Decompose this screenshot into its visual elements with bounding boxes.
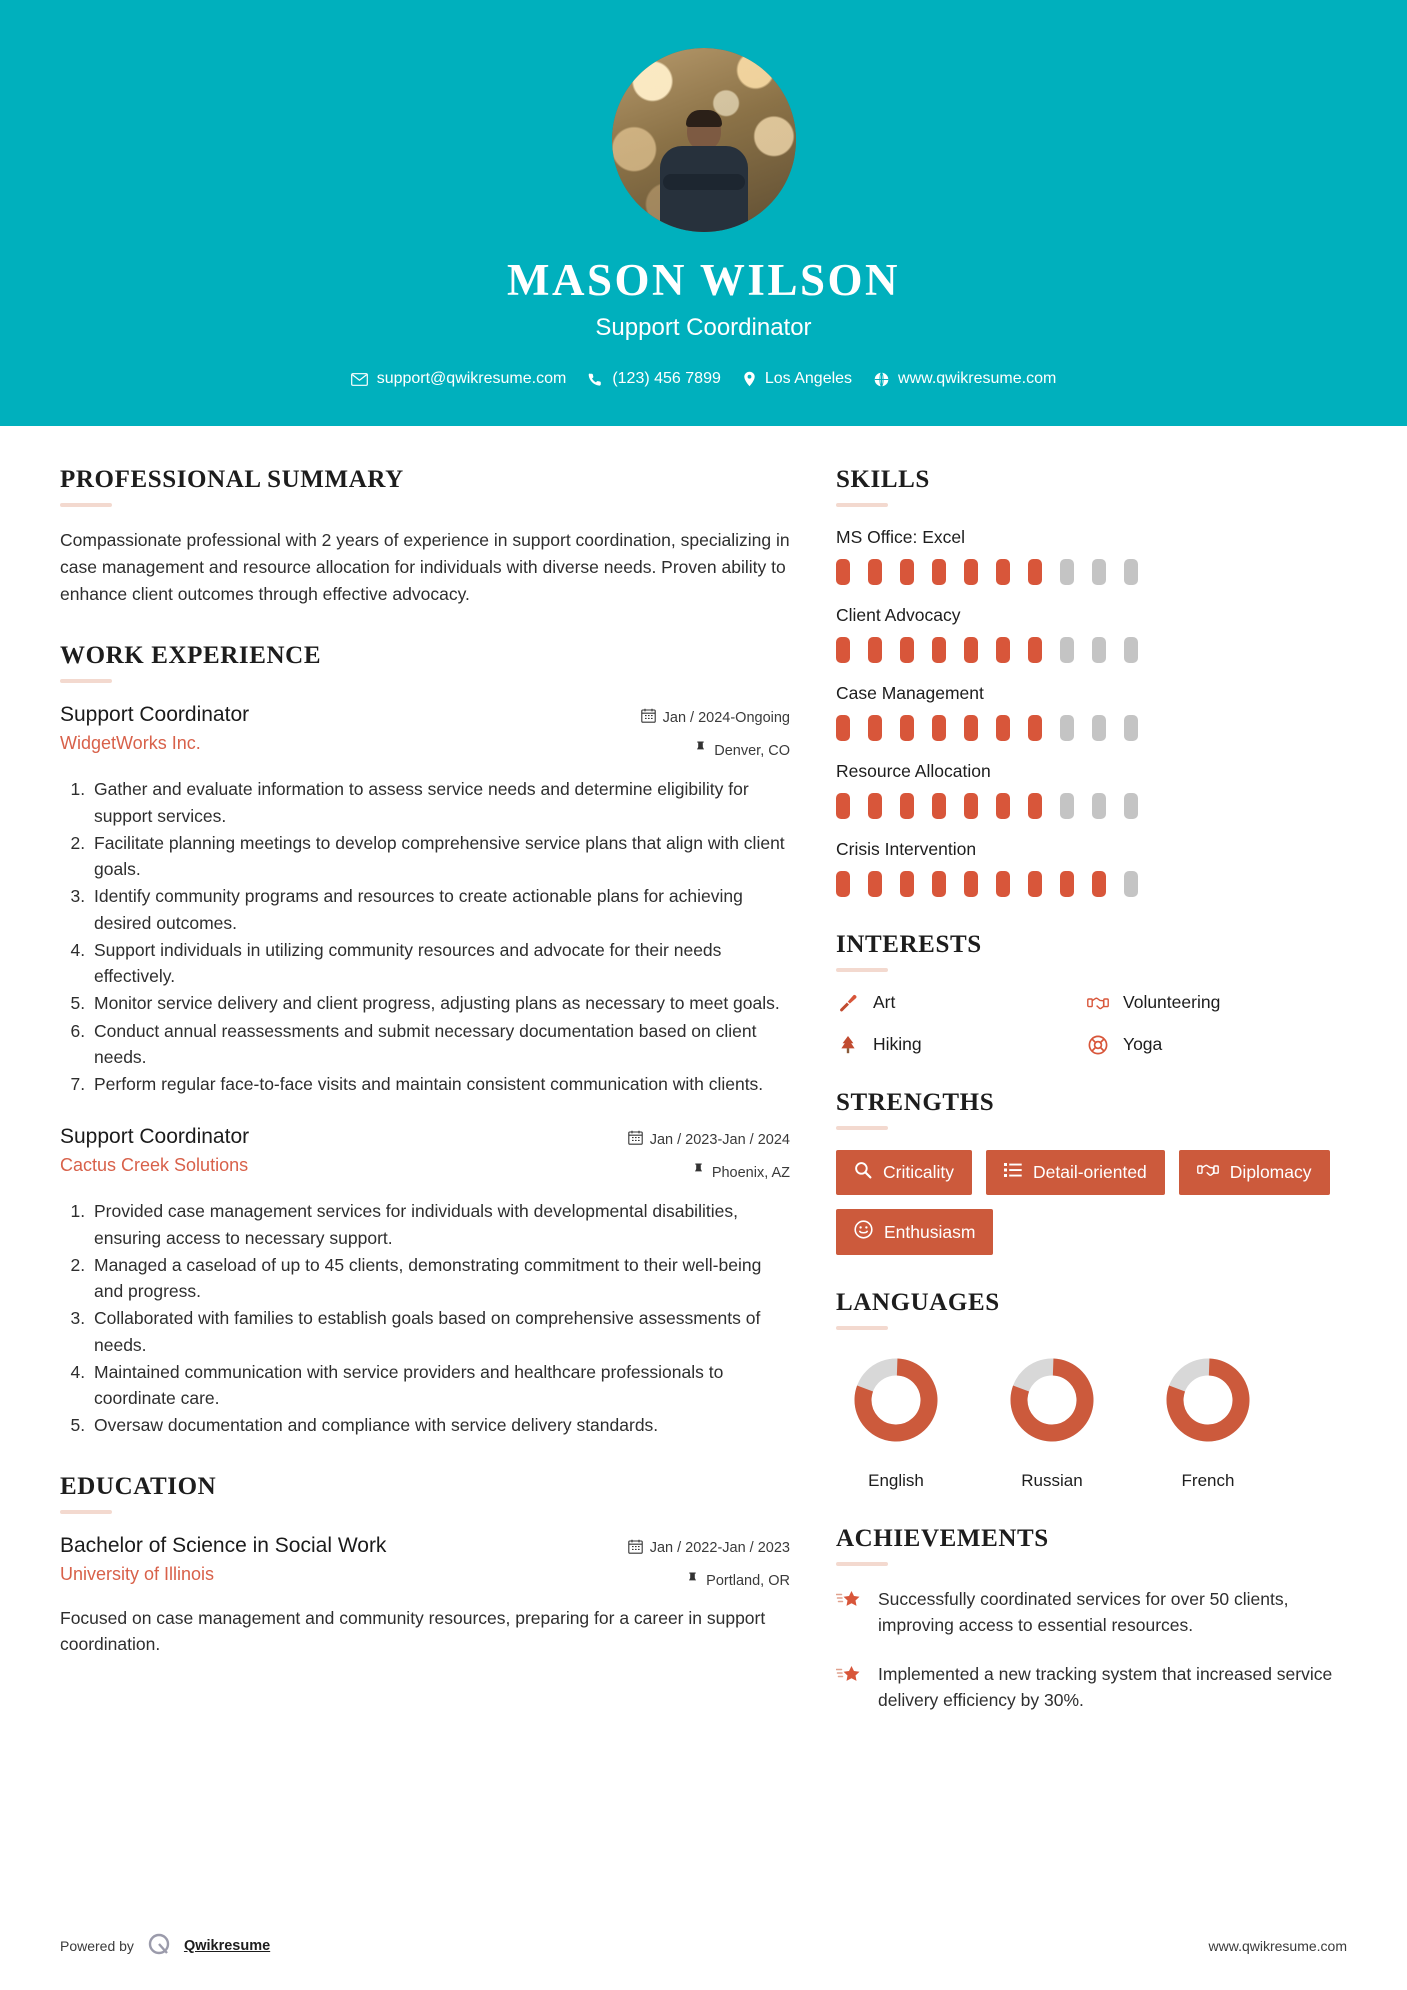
section-title-interests: INTERESTS [836,931,982,958]
section-title-achievements: ACHIEVEMENTS [836,1525,1049,1552]
skill-pip [1092,559,1106,585]
section-title-skills: SKILLS [836,466,930,493]
skill-pip [932,715,946,741]
work-job-title: Support Coordinator [60,703,250,727]
work-entry-meta [628,1125,790,1182]
skill-item [836,605,1336,663]
section-work-experience [60,642,790,1438]
skill-pip [868,793,882,819]
education-dates: Jan / 2022-Jan / 2023 [649,1540,790,1557]
language-item [992,1350,1112,1491]
skill-pip [996,637,1010,663]
handshake-icon [1197,1161,1219,1184]
language-donut-chart [1158,1350,1258,1450]
smiley-icon [854,1220,873,1244]
language-name: English [868,1471,924,1490]
strength-tag[interactable] [986,1150,1165,1195]
section-title-education: EDUCATION [60,1472,217,1500]
language-donut-chart [846,1350,946,1450]
calendar-icon [628,1539,643,1558]
right-column [836,466,1336,1911]
skill-pip [1028,715,1042,741]
qwikresume-logo-icon [146,1931,172,1960]
work-entry-identity [60,1125,249,1176]
work-entry-header [60,1125,790,1182]
skill-pip [996,871,1010,897]
section-divider [60,503,112,507]
skill-pip [1124,559,1138,585]
skill-pip [932,559,946,585]
skill-list [836,527,1336,897]
skill-pip [964,559,978,585]
interest-label: Volunteering [1123,992,1221,1012]
section-achievements [836,1525,1336,1713]
work-company: WidgetWorks Inc. [60,733,201,754]
skill-pip [1092,637,1106,663]
section-interests [836,931,1336,1055]
achievement-list [836,1586,1336,1713]
interest-label: Yoga [1123,1034,1163,1054]
skill-pip [1060,871,1074,897]
work-dates: Jan / 2024-Ongoing [662,709,790,726]
skill-item [836,527,1336,585]
skill-pip [868,871,882,897]
work-entry [60,1125,790,1438]
work-entry-header [60,703,790,760]
education-entry [60,1534,790,1658]
education-location: Portland, OR [706,1573,790,1590]
achievement-text: Implemented a new tracking system that increased service delivery efficiency by 30%. [878,1663,1333,1710]
contact-website-text: www.qwikresume.com [898,370,1057,387]
skill-rating [836,559,1336,585]
skill-pip [1028,559,1042,585]
contact-email-text: support@qwikresume.com [376,370,567,387]
interest-item [1086,992,1336,1013]
skill-pip [900,715,914,741]
left-column [60,466,790,1911]
language-item [1148,1350,1268,1491]
summary-text: Compassionate professional with 2 years of experience in support coordination, specializing in case management and resource allocation for individuals with diverse needs. Proven ability to enhance client outcomes through effective advocacy. [60,530,790,605]
education-school: University of Illinois [60,1563,215,1584]
skill-rating [836,871,1336,897]
work-bullet: 1. Gather and evaluate information to assess service needs and determine eligibility for support services. [90,776,790,829]
skill-pip [900,793,914,819]
strength-label: Criticality [883,1162,954,1182]
location-pin-icon [743,371,756,387]
work-entry-meta [641,703,790,760]
skill-pip [836,637,850,663]
strength-tag[interactable] [836,1150,972,1195]
work-location: Phoenix, AZ [711,1164,790,1181]
work-entry-identity [60,703,249,754]
interest-item [1086,1034,1336,1055]
language-name: French [1181,1471,1235,1490]
skill-pip [996,559,1010,585]
calendar-icon [628,1130,643,1149]
achievement-text: Successfully coordinated services for over 50 clients, improving access to essential resources. [878,1589,1289,1636]
tree-icon [836,1035,860,1055]
work-bullet: 4. Maintained communication with service providers and healthcare professionals to coordinate care. [90,1359,790,1412]
skill-name: Crisis Intervention [836,839,977,859]
interest-item [836,992,1086,1013]
work-bullet: 3. Collaborated with families to establish goals based on comprehensive assessments of needs. [90,1305,790,1358]
skill-pip [1028,793,1042,819]
avatar-portrait [658,112,750,232]
skill-item [836,761,1336,819]
star-icon [836,1586,862,1639]
skill-pip [964,715,978,741]
work-bullet: 6. Conduct annual reassessments and submit necessary documentation based on client needs. [90,1018,790,1071]
section-divider [60,679,112,683]
section-divider [60,1510,112,1514]
work-location-row [641,741,790,760]
section-education [60,1473,790,1658]
achievement-item [836,1586,1336,1639]
work-bullet: 4. Support individuals in utilizing community resources and advocate for their needs effectively. [90,937,790,990]
education-entry-header [60,1534,790,1591]
work-entry-list [60,703,790,1438]
work-bullet: 3. Identify community programs and resources to create actionable plans for achieving desired outcomes. [90,883,790,936]
strength-label: Detail-oriented [1032,1162,1147,1182]
section-divider [836,1126,888,1130]
phone-icon [588,372,603,387]
skill-name: Case Management [836,683,984,703]
work-entry [60,703,790,1097]
footer-branding [60,1931,270,1960]
skill-pip [932,871,946,897]
strength-tag[interactable] [836,1209,993,1255]
contact-email[interactable] [351,370,567,388]
education-identity [60,1534,386,1585]
job-role-subtitle: Support Coordinator [595,314,812,341]
magnifier-icon [854,1161,872,1184]
paintbrush-icon [836,993,860,1013]
language-donut-chart [1002,1350,1102,1450]
section-skills [836,466,1336,897]
skill-pip [900,637,914,663]
skill-rating [836,637,1336,663]
work-bullet: 5. Oversaw documentation and compliance with service delivery standards. [90,1412,790,1438]
map-pin-icon [686,1572,699,1591]
interest-label: Art [873,992,896,1012]
strength-tag[interactable] [1179,1150,1330,1195]
list-icon [1004,1162,1022,1183]
skill-pip [1124,793,1138,819]
map-pin-icon [694,741,707,760]
work-bullet-list [60,776,790,1097]
skill-pip [996,793,1010,819]
skill-pip [1124,637,1138,663]
achievement-item [836,1661,1336,1714]
avatar [612,48,796,232]
skill-pip [868,637,882,663]
skill-pip [900,559,914,585]
skill-pip [900,871,914,897]
brand-link[interactable]: Qwikresume [183,1937,271,1954]
skill-pip [836,715,850,741]
interest-list [836,992,1336,1055]
skill-pip [1092,715,1106,741]
star-icon [836,1661,862,1714]
skill-pip [1060,637,1074,663]
education-description: Focused on case management and community resources, preparing for a career in support coordination. [60,1607,766,1654]
interest-label: Hiking [873,1034,922,1054]
strength-label: Enthusiasm [884,1221,976,1242]
skill-rating [836,715,1336,741]
skill-pip [964,871,978,897]
skill-item [836,683,1336,741]
work-bullet: 2. Managed a caseload of up to 45 clients, demonstrating commitment to their well-being and progress. [90,1252,790,1305]
language-item [836,1350,956,1491]
section-divider [836,1326,888,1330]
skill-rating [836,793,1336,819]
contact-location[interactable] [743,370,852,388]
strength-list [836,1150,1336,1255]
education-entry-list [60,1534,790,1658]
lifebuoy-icon [1086,1035,1110,1055]
interest-item [836,1034,1086,1055]
section-title-summary: PROFESSIONAL SUMMARY [60,466,404,493]
map-pin-icon [692,1163,705,1182]
resume-footer [0,1911,1407,1990]
powered-by-label: Powered by [60,1937,134,1954]
calendar-icon [641,708,656,727]
section-title-languages: LANGUAGES [836,1289,1000,1316]
skill-name: MS Office: Excel [836,527,966,547]
skill-item [836,839,1336,897]
skill-pip [932,793,946,819]
work-company: Cactus Creek Solutions [60,1155,249,1176]
page-title: MASON WILSON [507,255,900,305]
work-location-row [628,1163,790,1182]
skill-pip [1060,715,1074,741]
resume-body [0,426,1407,1911]
section-professional-summary [60,466,790,608]
section-title-work: WORK EXPERIENCE [60,642,322,670]
skill-pip [1124,871,1138,897]
skill-pip [1028,871,1042,897]
work-bullet: 7. Perform regular face-to-face visits and maintain consistent communication with clients. [90,1071,790,1097]
work-bullet: 2. Facilitate planning meetings to develop comprehensive service plans that align with client goals. [90,830,790,883]
skill-pip [1124,715,1138,741]
resume-header [0,0,1407,426]
skill-pip [1092,793,1106,819]
skill-pip [964,793,978,819]
work-dates-row [628,1130,790,1149]
education-dates-row [628,1539,790,1558]
skill-pip [1028,637,1042,663]
skill-pip [1060,559,1074,585]
strength-label: Diplomacy [1229,1162,1312,1182]
work-dates-row [641,708,790,727]
contact-phone[interactable] [588,370,721,388]
section-divider [836,503,888,507]
section-divider [836,968,888,972]
envelope-icon [351,373,368,386]
section-strengths [836,1089,1336,1255]
work-job-title: Support Coordinator [60,1125,250,1149]
contact-bar [0,370,1407,388]
section-divider [836,1562,888,1566]
globe-icon [874,372,889,387]
education-degree: Bachelor of Science in Social Work [60,1533,387,1557]
work-location: Denver, CO [714,742,790,759]
contact-website[interactable] [874,370,1056,388]
language-name: Russian [1021,1471,1083,1490]
education-meta [628,1534,790,1591]
contact-phone-text: (123) 456 7899 [612,370,721,387]
skill-pip [868,559,882,585]
skill-pip [996,715,1010,741]
skill-pip [1092,871,1106,897]
footer-website[interactable]: www.qwikresume.com [1208,1937,1347,1954]
section-languages [836,1289,1336,1491]
skill-name: Resource Allocation [836,761,991,781]
language-list [836,1350,1336,1491]
skill-pip [836,871,850,897]
skill-pip [1060,793,1074,819]
handshake-icon [1086,993,1110,1013]
skill-pip [868,715,882,741]
work-bullet-list [60,1198,790,1438]
work-dates: Jan / 2023-Jan / 2024 [649,1131,790,1148]
skill-pip [836,559,850,585]
skill-name: Client Advocacy [836,605,961,625]
skill-pip [932,637,946,663]
contact-location-text: Los Angeles [764,370,853,387]
skill-pip [964,637,978,663]
section-title-strengths: STRENGTHS [836,1089,995,1116]
skill-pip [836,793,850,819]
work-bullet: 5. Monitor service delivery and client progress, adjusting plans as necessary to meet goals. [90,990,790,1016]
education-location-row [628,1572,790,1591]
work-bullet: 1. Provided case management services for individuals with developmental disabilities, ensuring access to necessary support. [90,1198,790,1251]
